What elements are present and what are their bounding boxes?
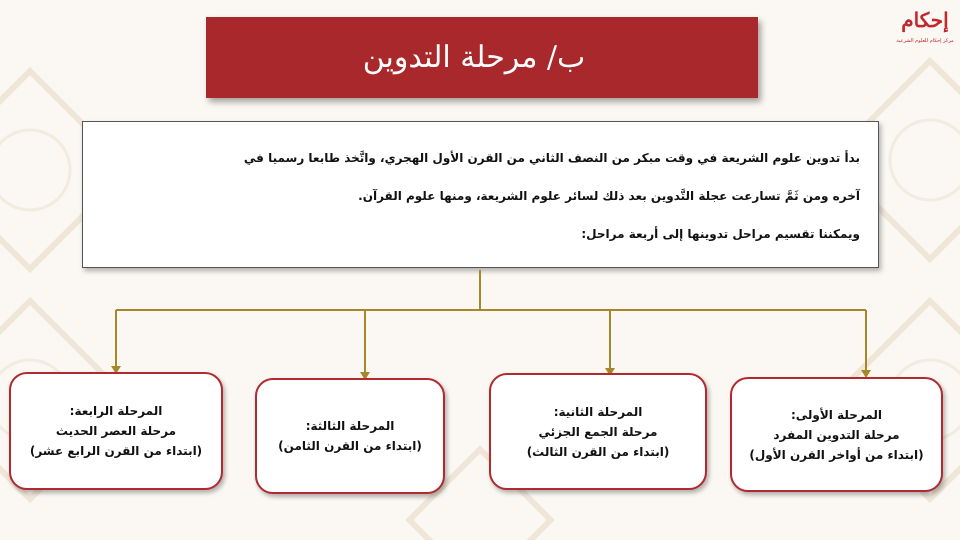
stage-2-name: مرحلة الجمع الجزئي bbox=[538, 424, 658, 439]
stage-4-heading: المرحلة الرابعة: bbox=[69, 404, 163, 418]
logo-name: إحكام bbox=[901, 8, 949, 32]
stage-card-3 bbox=[255, 378, 445, 494]
stage-2-heading: المرحلة الثانية: bbox=[553, 404, 643, 419]
stage-card-2 bbox=[489, 373, 707, 490]
stage-1-heading: المرحلة الأولى: bbox=[790, 407, 883, 422]
stage-4-name: مرحلة العصر الحديث bbox=[55, 424, 177, 438]
stage-4-period: (ابتداء من القرن الرابع عشر) bbox=[29, 444, 203, 458]
stage-3-heading: المرحلة الثالثة: bbox=[305, 419, 395, 433]
stage-card-1 bbox=[730, 377, 943, 492]
stage-1-period: (ابتداء من أواخر القرن الأول) bbox=[749, 447, 924, 462]
stage-1-name: مرحلة التدوين المفرد bbox=[773, 427, 900, 442]
stage-card-4 bbox=[9, 372, 223, 490]
stage-3-period: (ابتداء من القرن الثامن) bbox=[278, 439, 422, 453]
intro-line-1: بدأ تدوين علوم الشريعة في وقت مبكر من النصف الثاني من القرن الأول الهجري، واتَّخذ طابعا رسميا في bbox=[243, 151, 860, 165]
intro-line-3: ويمكننا تقسيم مراحل تدوينها إلى أربعة مراحل: bbox=[581, 227, 860, 241]
stage-2-period: (ابتداء من القرن الثالث) bbox=[526, 444, 670, 459]
intro-line-2: آخره ومن ثَمَّ تسارعت عجلة التَّدوين بعد ذلك لسائر علوم الشريعة، ومنها علوم القرآن. bbox=[358, 189, 860, 203]
logo-subtitle: مركز إحكام للعلوم الشرعية bbox=[896, 38, 954, 44]
page-title: ب/ مرحلة التدوين bbox=[362, 40, 586, 75]
